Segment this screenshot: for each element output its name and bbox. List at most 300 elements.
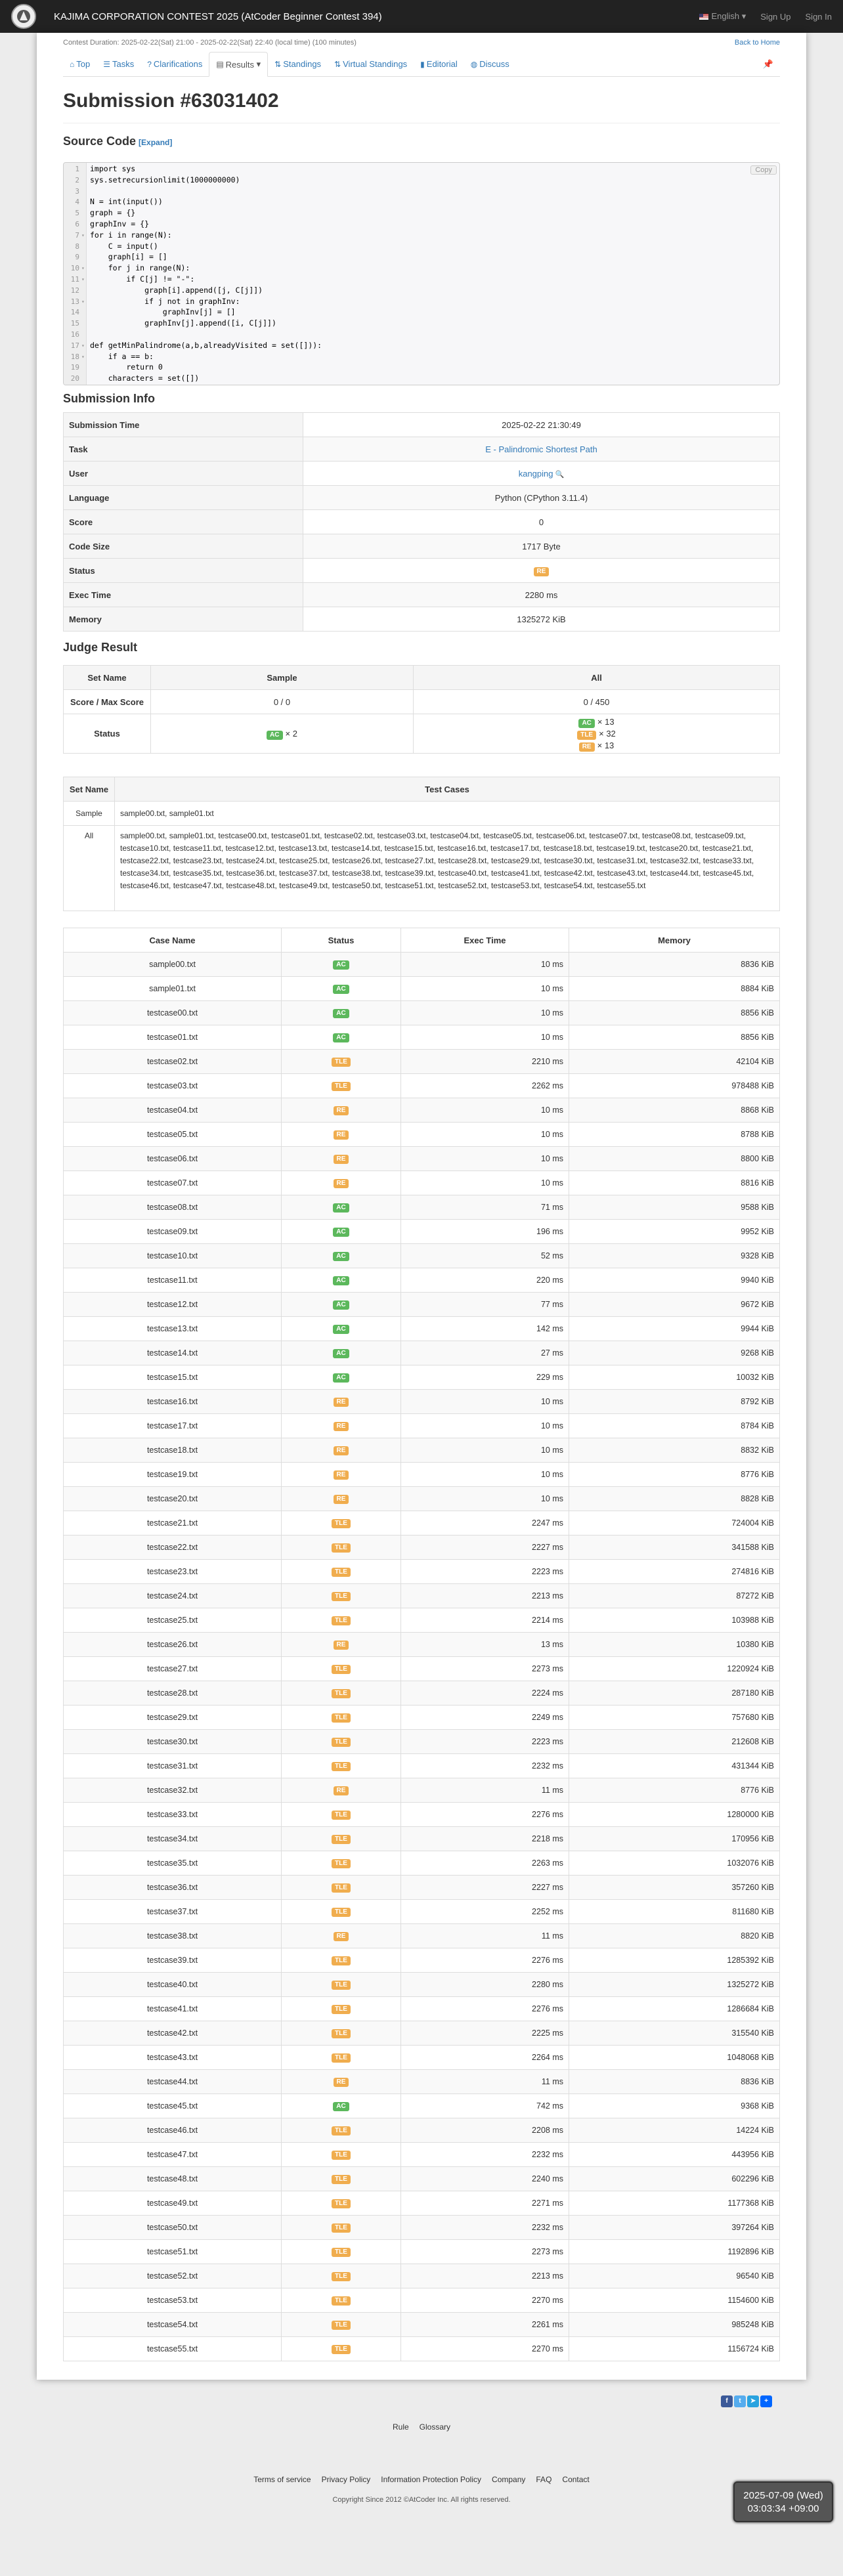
tab-discuss[interactable] [464,52,516,76]
fold-arrow-icon[interactable]: ▾ [81,342,85,349]
case-name: testcase38.txt [64,1924,282,1948]
back-to-home-link[interactable]: Back to Home [734,39,780,47]
case-status [282,953,401,977]
table-row [64,1511,780,1535]
table-row [64,1244,780,1268]
status-badge: TLE [332,1981,351,1990]
exec-time: 229 ms [401,1365,569,1390]
case-name: testcase16.txt [64,1390,282,1414]
memory: 287180 KiB [569,1681,780,1706]
exec-time: 10 ms [401,1001,569,1025]
status-badge: TLE [332,1543,351,1553]
info-label: Exec Time [64,583,303,607]
memory: 8776 KiB [569,1463,780,1487]
code-text: if C[j] != "-": [90,274,195,284]
case-status [282,1681,401,1706]
table-row [64,1657,780,1681]
status-badge: TLE [332,2248,351,2257]
case-status [282,2070,401,2094]
code-text: graphInv = {} [90,219,150,228]
table-row [64,1025,780,1050]
case-status [282,2240,401,2264]
table-row [64,1268,780,1293]
table-row [64,1754,780,1778]
memory: 8792 KiB [569,1390,780,1414]
main-container [37,33,806,2405]
table-row [64,2264,780,2288]
memory: 602296 KiB [569,2167,780,2191]
status-count [414,728,779,740]
case-status [282,1050,401,1074]
code-text: graph[i].append([j, C[j]]) [90,285,263,295]
code-line [64,253,780,262]
case-status [282,2021,401,2046]
code-line [64,363,780,372]
case-name: testcase13.txt [64,1317,282,1341]
case-name: testcase30.txt [64,1730,282,1754]
fixed-clock [733,2481,833,2522]
status-badge: TLE [332,1835,351,1844]
exec-time: 2214 ms [401,1608,569,1633]
memory: 87272 KiB [569,1584,780,1608]
code-line [64,353,780,362]
info-row [64,486,780,510]
table-row [64,1803,780,1827]
tab-results[interactable]: ▤ Results ▾ [209,52,268,77]
table-row [64,2143,780,2167]
memory: 1177368 KiB [569,2191,780,2216]
info-value: Python (CPython 3.11.4) [303,486,780,510]
contest-title[interactable]: KAJIMA CORPORATION CONTEST 2025 (AtCoder Beginner Contest 394) [54,11,382,22]
exec-time: 2227 ms [401,1535,569,1560]
status-badge: RE [334,1398,349,1407]
line-number: 4 [75,198,79,207]
memory: 978488 KiB [569,1074,780,1098]
contest-duration: Contest Duration: 2025-02-22(Sat) 21:00 - 2025-02-22(Sat) 22:40 (local time) (100 minutes) [63,39,357,47]
memory: 1154600 KiB [569,2288,780,2313]
info-row [64,413,780,437]
line-number: 7 [75,230,79,240]
judge-result-table [63,665,780,754]
case-status [282,2143,401,2167]
code-line [64,198,780,207]
case-status [282,1487,401,1511]
footer-link[interactable]: Information Protection Policy [381,2475,482,2484]
table-row [64,2216,780,2240]
exec-time: 71 ms [401,1195,569,1220]
book-icon: ▮ [420,59,425,69]
expand-link[interactable]: [Expand] [139,138,173,147]
status-badge: TLE [332,1689,351,1698]
table-row [64,1050,780,1074]
tab-label: Editorial [426,59,458,69]
results-icon: ▤ [216,60,224,69]
info-row [64,462,780,486]
case-status [282,1608,401,1633]
status-badge: RE [334,1446,349,1455]
copy-button[interactable]: Copy [750,165,777,175]
case-name: testcase01.txt [64,1025,282,1050]
table-row [64,1341,780,1365]
footer-link[interactable]: FAQ [536,2475,552,2484]
source-code-block[interactable] [63,162,780,385]
case-status [282,1657,401,1681]
code-text: N = int(input()) [90,197,163,207]
line-number: 11 [70,275,79,284]
case-name: testcase55.txt [64,2337,282,2361]
code-line [64,220,780,229]
status-count-value: × 13 [597,740,615,750]
status-badge: RE [334,1470,349,1480]
case-name: testcase33.txt [64,1803,282,1827]
status-badge: TLE [332,1592,351,1601]
exec-time: 11 ms [401,1924,569,1948]
case-status [282,2313,401,2337]
table-row [64,1584,780,1608]
code-text: graph[i] = [] [90,252,167,262]
user-link[interactable]: kangping [518,468,553,479]
case-name: testcase43.txt [64,2046,282,2070]
status-badge: TLE [332,2223,351,2233]
exec-time: 2276 ms [401,1948,569,1973]
info-row [64,534,780,559]
code-line [64,165,780,174]
case-status [282,1123,401,1147]
table-row [64,2046,780,2070]
sign-in-link[interactable]: Sign In [805,11,832,22]
exec-time: 11 ms [401,2070,569,2094]
tab-clarifications[interactable] [140,52,209,76]
share-plus-icon[interactable]: + [760,2395,772,2407]
memory: 10032 KiB [569,1365,780,1390]
table-row [64,1730,780,1754]
memory: 1156724 KiB [569,2337,780,2361]
case-name: testcase23.txt [64,1560,282,1584]
memory: 212608 KiB [569,1730,780,1754]
fold-arrow-icon[interactable]: ▾ [81,353,85,360]
exec-time: 10 ms [401,1171,569,1195]
memory: 96540 KiB [569,2264,780,2288]
status-badge: TLE [332,1956,351,1965]
memory: 9368 KiB [569,2094,780,2118]
memory: 397264 KiB [569,2216,780,2240]
case-status [282,1876,401,1900]
table-row [64,1317,780,1341]
home-icon: ⌂ [70,59,75,69]
info-value: 2280 ms [303,583,780,607]
table-row [64,1851,780,1876]
exec-time: 2270 ms [401,2288,569,2313]
case-status [282,2216,401,2240]
fold-arrow-icon[interactable]: ▾ [81,265,85,272]
tab-label: Virtual Standings [343,59,408,69]
col-exec-time: Exec Time [401,928,569,953]
info-value [303,559,780,583]
case-name: testcase48.txt [64,2167,282,2191]
exec-time: 10 ms [401,1487,569,1511]
col-memory: Memory [569,928,780,953]
case-status [282,1803,401,1827]
code-text: sys.setrecursionlimit(1000000000) [90,175,240,184]
table-row [64,1706,780,1730]
exec-time: 10 ms [401,1147,569,1171]
table-row [64,1778,780,1803]
code-text: import sys [90,164,136,173]
memory: 757680 KiB [569,1706,780,1730]
code-text: graphInv[j] = [] [90,307,236,317]
table-row [64,1123,780,1147]
status-count-value: × 13 [597,716,615,727]
table-row [64,1074,780,1098]
table-row [64,1681,780,1706]
code-line [64,286,780,295]
sort-icon: ⇅ [334,59,341,69]
memory: 14224 KiB [569,2118,780,2143]
exec-time: 2276 ms [401,1803,569,1827]
copyright: Copyright Since 2012 ©AtCoder Inc. All rights reserved. [332,2496,511,2504]
top-navbar [0,0,843,33]
status-badge: TLE [332,1568,351,1577]
table-row [64,1171,780,1195]
code-text: for i in range(N): [90,230,172,240]
status-count [414,716,779,728]
tab-virtual-standings[interactable] [328,52,414,76]
exec-time: 2232 ms [401,1754,569,1778]
tab-label: Standings [283,59,322,69]
line-number: 5 [75,209,79,218]
status-badge: AC [333,1276,349,1285]
info-value: 0 [303,510,780,534]
status-badge: TLE [332,1082,351,1091]
tab-standings[interactable] [268,52,328,76]
line-number: 6 [75,220,79,228]
tab-label: Discuss [479,59,509,69]
line-number: 10 [70,264,79,273]
case-status [282,1147,401,1171]
footer-link[interactable]: Privacy Policy [321,2475,371,2484]
exec-time: 10 ms [401,953,569,977]
code-text: if a == b: [90,351,154,361]
exec-time: 2218 ms [401,1827,569,1851]
line-number: 9 [75,253,79,262]
memory: 1032076 KiB [569,1851,780,1876]
memory: 8884 KiB [569,977,780,1001]
status-badge: RE [334,1932,349,1941]
exec-time: 10 ms [401,1438,569,1463]
fold-arrow-icon[interactable]: ▾ [81,232,85,238]
status-count [151,728,413,740]
code-line [64,374,780,383]
status-badge: AC [333,1009,349,1018]
telegram-icon[interactable]: ➤ [747,2395,759,2407]
table-row [64,2118,780,2143]
case-name: testcase40.txt [64,1973,282,1997]
case-name: testcase47.txt [64,2143,282,2167]
score-sample: 0 / 0 [151,690,414,714]
tab-label: Top [76,59,91,69]
status-badge: AC [333,1228,349,1237]
all-status [414,714,780,754]
case-status [282,1584,401,1608]
status-count [414,740,779,752]
exec-time: 2232 ms [401,2143,569,2167]
table-row [64,2070,780,2094]
exec-time: 2276 ms [401,1997,569,2021]
status-count-value: × 32 [599,728,616,739]
memory: 8800 KiB [569,1147,780,1171]
status-badge: AC [333,985,349,994]
fold-arrow-icon[interactable]: ▾ [81,298,85,305]
info-row [64,437,780,462]
info-value [303,462,780,486]
exec-time: 2264 ms [401,2046,569,2070]
info-row [64,583,780,607]
exec-time: 2270 ms [401,2337,569,2361]
line-number: 14 [70,308,79,317]
source-code-heading [63,135,172,148]
case-name: testcase37.txt [64,1900,282,1924]
facebook-icon[interactable]: f [721,2395,733,2407]
sign-up-link[interactable]: Sign Up [760,11,791,22]
fold-arrow-icon[interactable]: ▾ [81,276,85,282]
exec-time: 27 ms [401,1341,569,1365]
code-line [64,176,780,185]
memory: 9328 KiB [569,1244,780,1268]
table-row [64,2313,780,2337]
list-icon: ☰ [103,59,110,69]
memory: 9952 KiB [569,1220,780,1244]
case-name: testcase11.txt [64,1268,282,1293]
status-badge: RE [334,1155,349,1164]
table-row [64,2094,780,2118]
table-row [64,1948,780,1973]
status-badge: AC [333,1373,349,1383]
status-badge: TLE [332,1738,351,1747]
memory: 9940 KiB [569,1268,780,1293]
table-row [64,1900,780,1924]
status-badge: TLE [332,1665,351,1674]
atcoder-logo[interactable] [7,2,41,31]
case-name: testcase25.txt [64,1608,282,1633]
exec-time: 10 ms [401,1414,569,1438]
comment-icon: ◍ [470,59,478,69]
case-name: testcase52.txt [64,2264,282,2288]
exec-time: 2208 ms [401,2118,569,2143]
line-number: 17 [70,341,79,350]
case-name: sample01.txt [64,977,282,1001]
info-label: Code Size [64,534,303,559]
search-icon[interactable]: 🔍 [553,470,565,479]
case-status [282,1074,401,1098]
footer-link[interactable]: Glossary [419,2422,451,2432]
info-row [64,559,780,583]
memory: 8832 KiB [569,1438,780,1463]
info-value: 2025-02-22 21:30:49 [303,413,780,437]
case-status [282,1390,401,1414]
case-name: testcase05.txt [64,1123,282,1147]
case-status [282,1730,401,1754]
info-label: Language [64,486,303,510]
case-status [282,1220,401,1244]
status-badge: AC [333,2102,349,2111]
footer-link[interactable]: Rule [392,2422,409,2432]
case-status [282,1001,401,1025]
task-link[interactable]: E - Palindromic Shortest Path [485,444,597,454]
case-status [282,1851,401,1876]
memory: 9588 KiB [569,1195,780,1220]
line-number: 2 [75,175,79,184]
status-badge: TLE [332,2199,351,2208]
case-status [282,1778,401,1803]
status-badge: RE [534,567,550,576]
case-status [282,1560,401,1584]
score-all: 0 / 450 [414,690,780,714]
line-number: 8 [75,242,79,251]
memory: 341588 KiB [569,1535,780,1560]
table-row [64,1608,780,1633]
status-badge: TLE [332,1811,351,1820]
table-row [64,1924,780,1948]
tab-editorial[interactable] [414,52,464,76]
status-badge: TLE [332,2053,351,2063]
table-row [64,1463,780,1487]
case-status [282,1317,401,1341]
case-name: testcase12.txt [64,1293,282,1317]
case-name: testcase34.txt [64,1827,282,1851]
memory: 8836 KiB [569,953,780,977]
memory: 985248 KiB [569,2313,780,2337]
exec-time: 2280 ms [401,1973,569,1997]
status-badge: TLE [332,1058,351,1067]
footer-link[interactable]: Company [492,2475,526,2484]
case-status [282,1341,401,1365]
twitter-icon[interactable]: t [734,2395,746,2407]
info-value: 1325272 KiB [303,607,780,632]
footer-link[interactable]: Contact [562,2475,590,2484]
code-line [64,330,780,339]
case-name: testcase22.txt [64,1535,282,1560]
memory: 8856 KiB [569,1025,780,1050]
footer-link[interactable]: Terms of service [253,2475,311,2484]
case-status [282,1414,401,1438]
case-name: testcase54.txt [64,2313,282,2337]
status-badge: TLE [332,2126,351,2136]
case-status [282,1706,401,1730]
us-flag-icon [699,14,708,20]
status-badge: RE [334,1641,349,1650]
case-status [282,1268,401,1293]
memory: 9268 KiB [569,1341,780,1365]
table-row [64,1633,780,1657]
tab-top[interactable] [63,52,97,76]
pin-icon[interactable]: 📌 [762,58,773,69]
judge-result-heading: Judge Result [63,641,138,654]
exec-time: 2224 ms [401,1681,569,1706]
case-status [282,1900,401,1924]
exec-time: 2271 ms [401,2191,569,2216]
exec-time: 2249 ms [401,1706,569,1730]
tab-tasks[interactable] [97,52,140,76]
sample-test-files: sample00.txt, sample01.txt [115,802,780,826]
exec-time: 2262 ms [401,1074,569,1098]
col-sample: Sample [151,666,414,690]
info-label: Submission Time [64,413,303,437]
table-row [64,1487,780,1511]
code-line [64,209,780,218]
status-badge: TLE [332,2151,351,2160]
case-status [282,1973,401,1997]
language-dropdown[interactable]: English ▾ [699,11,746,22]
